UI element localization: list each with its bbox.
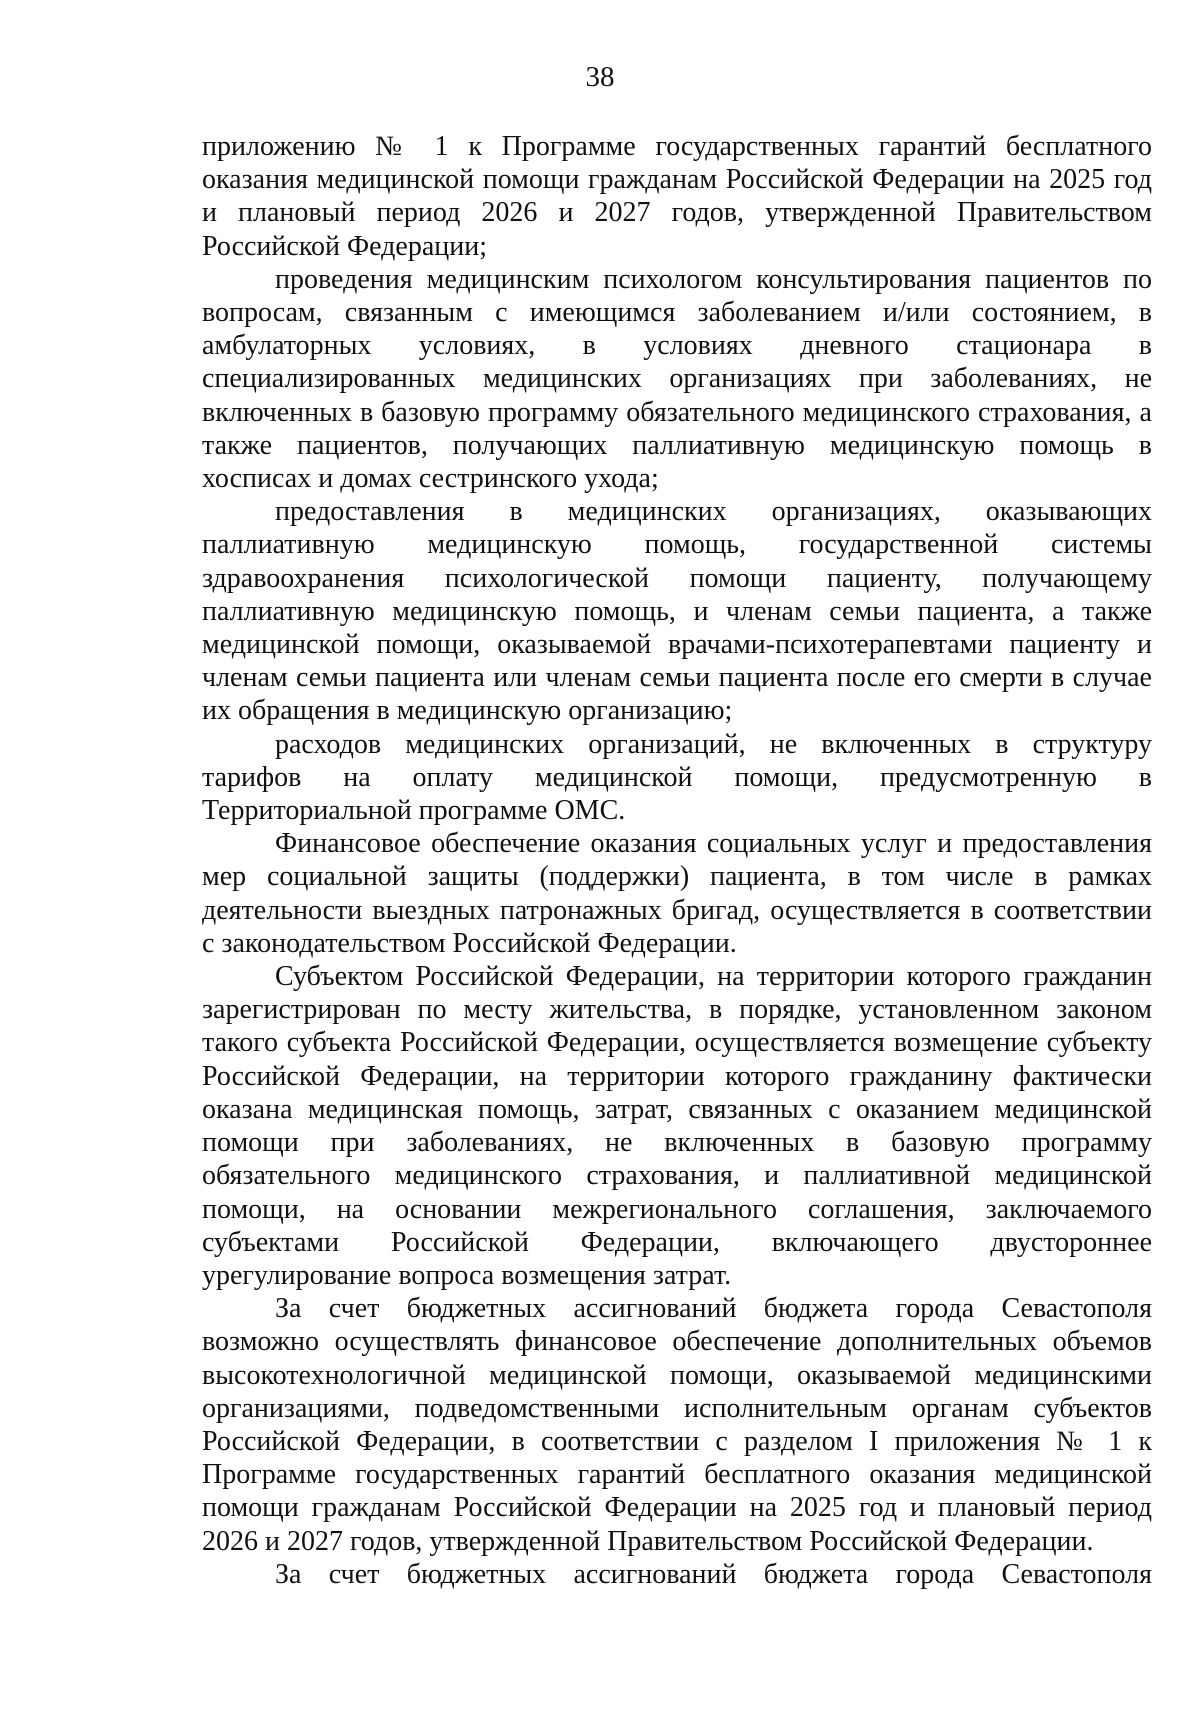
paragraph-organization-expenses: расходов медицинских организаций, не включенных в структуру тарифов на оплату медицинской помощи, предусмотренную в Территориальной программе ОМС.	[202, 728, 1152, 827]
paragraph-continues-next-page: За счет бюджетных ассигнований бюджета города Севастополя	[275, 1558, 1152, 1590]
paragraph-psychologist-counseling: проведения медицинским психологом консультирования пациентов по вопросам, связанным с имеющимся заболеванием и/или состоянием, в амбулаторных условиях, в условиях дневного стационара в специализированных медицинских организациях при заболеваниях, не включенных в базовую программу обязательного медицинского страхования, а также пациентов, получающих паллиативную медицинскую помощь в хосписах и домах сестринского ухода;	[202, 263, 1152, 495]
paragraph-palliative-psychological-help: предоставления в медицинских организациях, оказывающих паллиативную медицинскую помощь, государственной системы здравоохранения психологической помощи пациенту, получающему паллиативную медицинскую помощь, и членам семьи пациента, а также медицинской помощи, оказываемой врачами-психотерапевтами пациенту и членам семьи пациента или членам семьи пациента после его смерти в случае их обращения в медицинскую организацию;	[202, 496, 1152, 727]
page-number: 38	[585, 61, 615, 93]
document-body	[202, 130, 1152, 1591]
paragraph-social-services-funding: Финансовое обеспечение оказания социальных услуг и предоставления мер социальной защиты (поддержки) пациента, в том числе в рамках деятельности выездных патронажных бригад, осуществляется в соответствии с законодательством Российской Федерации.	[202, 828, 1152, 959]
paragraph-interregional-compensation: Субъектом Российской Федерации, на территории которого гражданин зарегистрирован по месту жительства, в порядке, установленном законом такого субъекта Российской Федерации, осуществляется возмещение субъекту Российской Федерации, на территории которого гражданину фактически оказана медицинская помощь, затрат, связанных с оказанием медицинской помощи при заболеваниях, не включенных в базовую программу обязательного медицинского страхования, и паллиативной медицинской помощи, на основании межрегионального соглашения, заключаемого субъектами Российской Федерации, включающего двустороннее урегулирование вопроса возмещения затрат.	[202, 961, 1152, 1291]
paragraph-continued-from-previous-page: приложению № 1 к Программе государственных гарантий бесплатного оказания медицинской помощи гражданам Российской Федерации на 2025 год и плановый период 2026 и 2027 годов, утвержденной Правительством Российской Федерации;	[202, 131, 1152, 262]
paragraph-high-tech-care-funding: За счет бюджетных ассигнований бюджета города Севастополя возможно осуществлять финансовое обеспечение дополнительных объемов высокотехнологичной медицинской помощи, оказываемой медицинскими организациями, подведомственными исполнительным органам субъектов Российской Федерации, в соответствии с разделом I приложения № 1 к Программе государственных гарантий бесплатного оказания медицинской помощи гражданам Российской Федерации на 2025 год и плановый период 2026 и 2027 годов, утвержденной Правительством Российской Федерации.	[202, 1293, 1152, 1557]
